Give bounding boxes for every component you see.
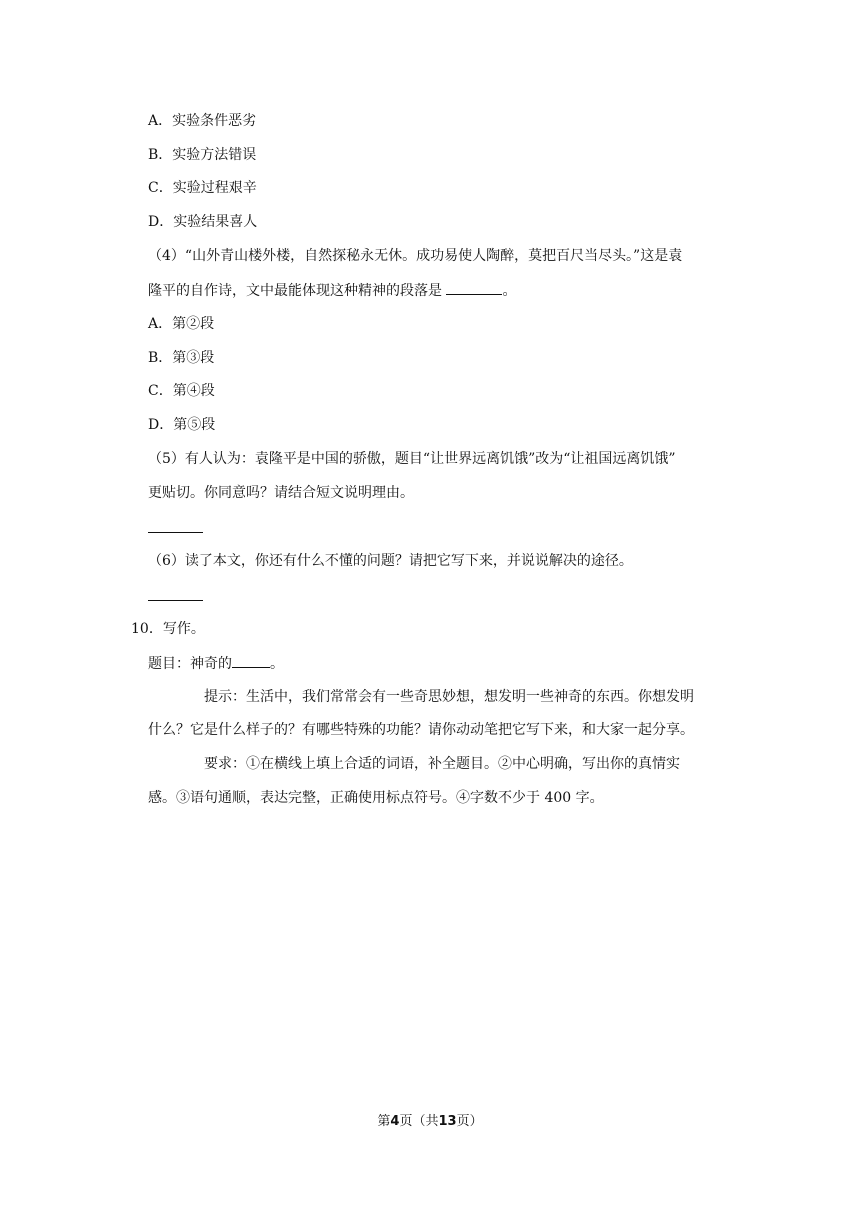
q10-title-end: 。 [270,656,284,672]
q5-stem-line1: （5）有人认为：袁隆平是中国的骄傲，题目“让世界远离饥饿”改为“让祖国远离饥饿” [148,451,676,467]
footer-prefix: 第 [377,1114,391,1129]
q10-title-line [148,653,284,674]
q10-requirements-line2: 感。③语句通顺，表达完整，正确使用标点符号。④字数不少于 400 字。 [148,790,604,806]
q4-stem-line2-end: 。 [502,283,517,299]
q10-heading: 10．写作。 [131,621,205,637]
q6-stem-line1: （6）读了本文，你还有什么不懂的问题？请把它写下来，并说说解决的途径。 [148,553,633,569]
q3-option-d: D．实验结果喜人 [148,214,258,230]
page-footer [0,1110,860,1129]
footer-page-number: 4 [390,1114,400,1129]
q5-answer-line[interactable] [148,532,203,533]
q10-title-text: 题目：神奇的 [148,656,232,672]
q5-stem-line2: 更贴切。你同意吗？请结合短文说明理由。 [148,485,414,501]
q10-title-blank[interactable] [232,653,270,668]
footer-middle: 页（共 [399,1114,439,1129]
q4-stem-line1: （4）“山外青山楼外楼，自然探秘永无休。成功易使人陶醉，莫把百尺当尽头。”这是袁 [148,248,683,264]
q4-option-a: A．第②段 [148,316,215,332]
q4-stem-line2-text: 隆平的自作诗，文中最能体现这种精神的段落是 [148,283,447,299]
q4-option-b: B．第③段 [148,350,215,366]
q3-option-b: B．实验方法错误 [148,147,257,163]
q3-option-c: C．实验过程艰辛 [148,180,257,196]
q4-option-d: D．第⑤段 [148,417,216,433]
q10-requirements-line1: 要求：①在横线上填上合适的词语，补全题目。②中心明确，写出你的真情实 [204,756,680,772]
q4-answer-blank[interactable] [446,280,502,295]
q10-hint-line2: 什么？它是什么样子的？有哪些特殊的功能？请你动动笔把它写下来，和大家一起分享。 [148,722,694,738]
q3-option-a: A．实验条件恶劣 [148,113,257,129]
q4-stem-line2 [148,280,516,301]
q10-hint-line1: 提示：生活中，我们常常会有一些奇思妙想，想发明一些神奇的东西。你想发明 [204,689,694,705]
q6-answer-line[interactable] [148,600,203,601]
footer-suffix: 页） [456,1114,483,1129]
q4-option-c: C．第④段 [148,383,215,399]
footer-total-pages: 13 [438,1114,457,1129]
